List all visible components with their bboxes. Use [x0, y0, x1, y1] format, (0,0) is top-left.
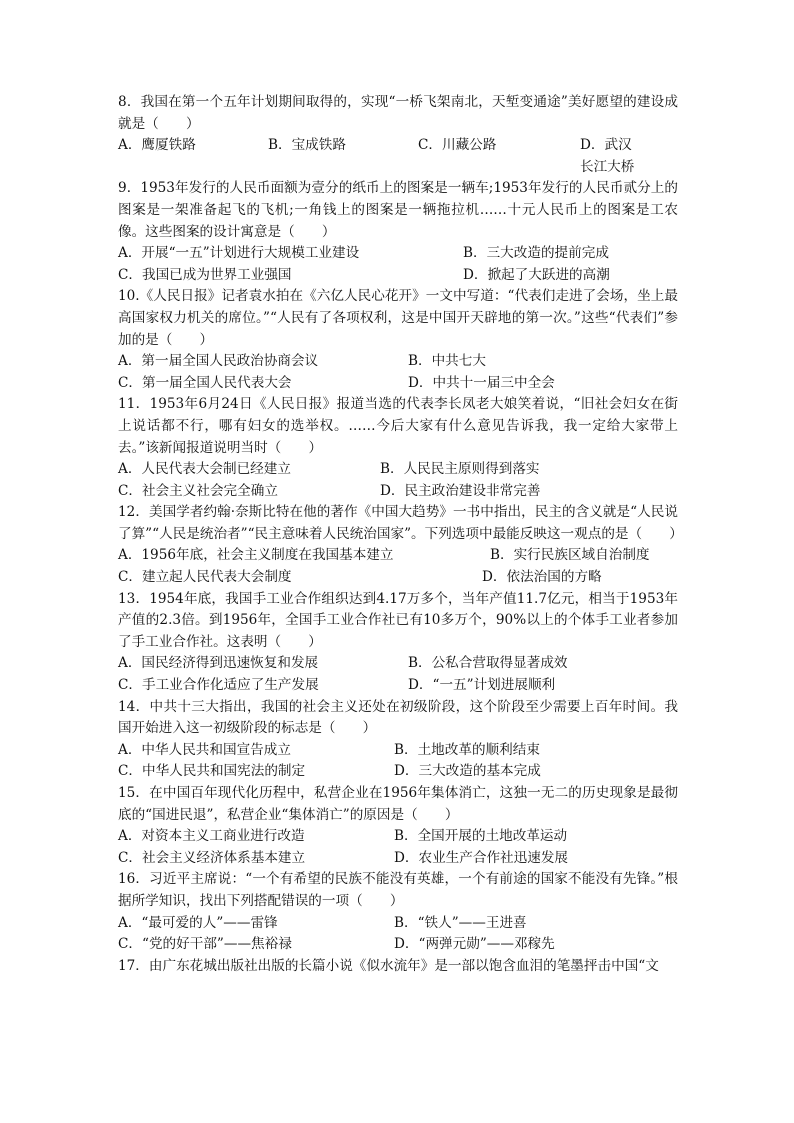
question-12 [118, 502, 683, 588]
option-a[interactable]: A．鹰厦铁路 [118, 137, 196, 154]
question-17 [118, 956, 678, 978]
option-b[interactable]: B．实行民族区域自治制度 [490, 547, 650, 564]
options-row [118, 740, 678, 762]
option-a[interactable]: A．“最可爱的人”——雷锋 [118, 914, 278, 931]
options-row [118, 243, 678, 265]
question-stem: 13．1954年底，我国手工业合作组织达到4.17万多个，当年产值11.7亿元，相当于1953年产值的2.3倍。到1956年，全国手工业合作社已有10多万个，90%以上的个体手工业者参加了手工业合作社。这表明（ ） [118, 590, 678, 650]
question-stem: 15．在中国百年现代化历程中，私营企业在1956年集体消亡，这独一无二的历史现象是最彻底的“国进民退”，私营企业“集体消亡”的原因是（ ） [118, 785, 678, 823]
option-c[interactable]: C．社会主义经济体系基本建立 [118, 849, 306, 866]
option-d[interactable]: D．武汉长江大桥 [580, 137, 635, 175]
option-d[interactable]: D．中共十一届三中全会 [408, 374, 555, 391]
exam-page [118, 92, 683, 977]
options-row [118, 934, 678, 956]
option-c[interactable]: C．建立起人民代表大会制度 [118, 569, 292, 586]
question-14 [118, 697, 678, 783]
question-stem: 16．习近平主席说：“一个有希望的民族不能没有英雄，一个有前途的国家不能没有先锋。”根据所学知识，找出下列搭配错误的一项（ ） [118, 871, 678, 909]
option-c[interactable]: C．中华人民共和国宪法的制定 [118, 763, 306, 780]
option-c[interactable]: C．川藏公路 [418, 137, 497, 154]
option-a[interactable]: A．1956年底，社会主义制度在我国基本建立 [118, 547, 394, 564]
option-d[interactable]: D．“两弹元勋”——邓稼先 [394, 936, 555, 953]
question-8 [118, 92, 678, 178]
option-c[interactable]: C．“党的好干部”——焦裕禄 [118, 936, 292, 953]
question-stem: 17．由广东花城出版社出版的长篇小说《似水流年》是一部以饱含血泪的笔墨抨击中国“文 [118, 957, 659, 974]
options-row [118, 373, 678, 395]
options-row [118, 653, 678, 675]
options-row [118, 848, 678, 870]
option-a[interactable]: A．中华人民共和国宣告成立 [118, 741, 291, 758]
option-b[interactable]: B．“铁人”——王进喜 [394, 914, 527, 931]
option-b[interactable]: B．全国开展的土地改革运动 [394, 828, 568, 845]
option-d[interactable]: D．农业生产合作社迅速发展 [394, 849, 569, 866]
option-b[interactable]: B．人民民主原则得到落实 [380, 461, 540, 478]
question-11 [118, 394, 678, 502]
option-d[interactable]: D．“一五”计划进展顺利 [408, 677, 556, 694]
options-row [118, 675, 678, 697]
question-stem: 8．我国在第一个五年计划期间取得的，实现“一桥飞架南北，天堑变通途”美好愿望的建设成就是（ ） [118, 94, 678, 132]
options-row [118, 826, 678, 848]
question-13 [118, 589, 678, 697]
question-stem: 14．中共十三大指出，我国的社会主义还处在初级阶段，这个阶段至少需要上百年时间。我国开始进入这一初级阶段的标志是（ ） [118, 698, 678, 737]
option-b[interactable]: B．三大改造的提前完成 [463, 245, 609, 262]
options-row [118, 481, 678, 503]
question-10 [118, 286, 678, 394]
option-a[interactable]: A．人民代表大会制已经建立 [118, 461, 291, 478]
options [118, 135, 678, 178]
option-a[interactable]: A．开展“一五”计划进行大规模工业建设 [118, 245, 360, 262]
options-row [118, 567, 678, 589]
question-15 [118, 783, 678, 869]
options-row [118, 265, 678, 287]
option-a[interactable]: A．第一届全国人民政治协商会议 [118, 353, 319, 370]
option-a[interactable]: A．对资本主义工商业进行改造 [118, 828, 305, 845]
option-c[interactable]: C．我国已成为世界工业强国 [118, 266, 292, 283]
options-row [118, 351, 678, 373]
option-a[interactable]: A．国民经济得到迅速恢复和发展 [118, 655, 319, 672]
question-stem: 12．美国学者约翰·奈斯比特在他的著作《中国大趋势》一书中指出，民主的含义就是“人民说了算”“人民是统治者”“民主意味着人民统治国家”。下列选项中最能反映这一观点的是（ ） [118, 504, 683, 542]
option-b[interactable]: B．中共七大 [408, 353, 486, 370]
options-row [118, 459, 678, 481]
option-d[interactable]: D．掀起了大跃进的高潮 [463, 266, 610, 283]
question-stem: 9．1953年发行的人民币面额为壹分的纸币上的图案是一辆车;1953年发行的人民币贰分上的图案是一架准备起飞的飞机;一角钱上的图案是一辆拖拉机……十元人民币上的图案是工农像。这些图案的设计寓意是（ ） [118, 180, 678, 240]
option-c[interactable]: C．手工业合作化适应了生产发展 [118, 677, 319, 694]
option-c[interactable]: C．第一届全国人民代表大会 [118, 374, 292, 391]
question-16 [118, 869, 678, 955]
option-c[interactable]: C．社会主义社会完全确立 [118, 482, 278, 499]
options-row [118, 545, 678, 567]
options-row [118, 913, 678, 935]
question-9 [118, 178, 678, 286]
question-stem: 10.《人民日报》记者袁水拍在《六亿人民心花开》一文中写道：“代表们走进了会场，坐上最高国家权力机关的席位。”“人民有了各项权利，这是中国开天辟地的第一次。”这些“代表们”参加的是（ ） [118, 288, 678, 348]
option-d[interactable]: D．民主政治建设非常完善 [380, 482, 541, 499]
option-b[interactable]: B．公私合营取得显著成效 [408, 655, 568, 672]
options-row [118, 761, 678, 783]
option-b[interactable]: B．宝成铁路 [268, 137, 346, 154]
question-stem: 11．1953年6月24日《人民日报》报道当选的代表李长凤老大娘笑着说，“旧社会妇女在街上说话都不行，哪有妇女的选举权。……今后大家有什么意见告诉我，我一定给大家带上去。”该新闻报道说明当时（ ） [118, 396, 678, 456]
option-b[interactable]: B．土地改革的顺利结束 [394, 741, 540, 758]
option-d[interactable]: D．依法治国的方略 [482, 569, 602, 586]
option-d[interactable]: D．三大改造的基本完成 [394, 763, 541, 780]
